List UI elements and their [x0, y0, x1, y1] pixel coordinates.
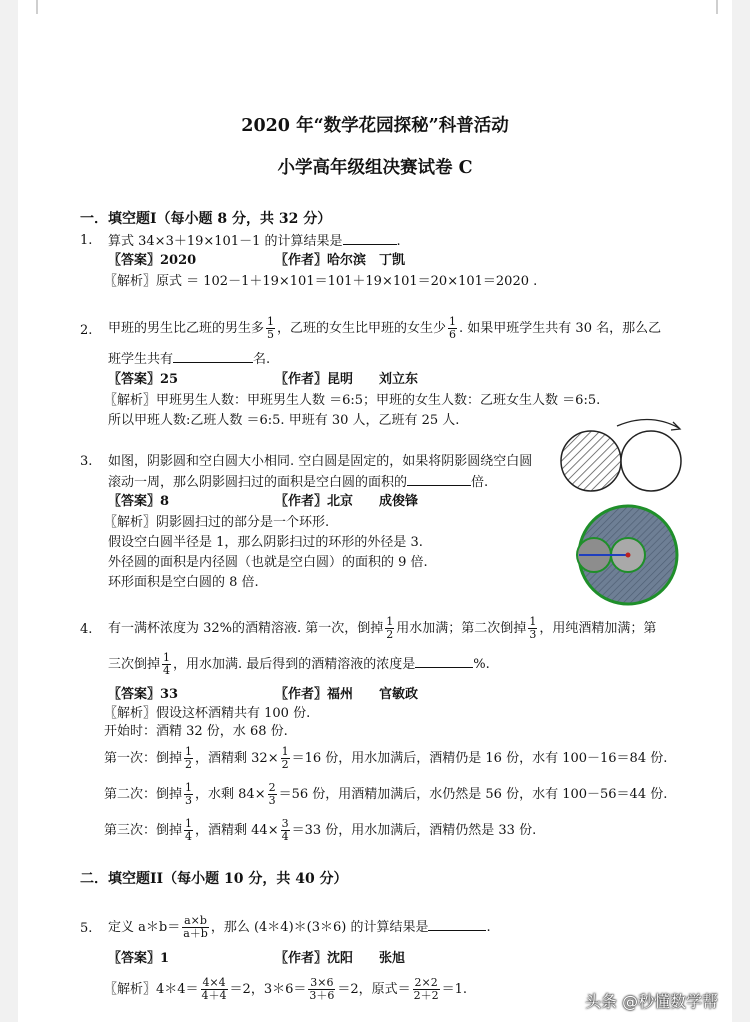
question-5-text: 定义 a＊b＝ $\frac{a\times b}{a+b}$ ，那么 (4＊4)＊(3＊6) 的计算结果是 .: [108, 914, 491, 940]
watermark: 头条 @秒懂数学帮: [585, 992, 719, 1011]
author-label: 〖作者〗哈尔滨 丁凯: [275, 253, 406, 268]
analysis-step-3: 第三次：倒掉 $\frac{1}{4}$ ，酒精剩 44× $\frac{3}{4}$ ＝33 份，用水加满后，酒精仍然是 33 份.: [104, 817, 537, 843]
ring-area-figure: [570, 500, 686, 610]
question-number: 2.: [80, 323, 93, 338]
section-heading-2: 二．填空题II（每小题 10 分，共 40 分）: [80, 871, 348, 887]
question-2-text: 甲班的男生比乙班的男生多 $\frac{1}{5}$ ，乙班的女生比甲班的女生少 $\frac{1}{6}$ . 如果甲班学生共有 30 名，那么乙: [108, 315, 662, 341]
analysis-text: 开始时：酒精 32 份，水 68 份.: [104, 724, 288, 739]
answer-label: 〖答案〗8: [108, 494, 170, 509]
title-line-1: 2020 年“数学花园探秘”科普活动: [241, 116, 509, 136]
title-line-2: 小学高年级组决赛试卷 C: [277, 158, 473, 178]
answer-label: 〖答案〗1: [108, 951, 170, 966]
answer-label: 〖答案〗2020: [108, 253, 197, 268]
analysis-text: 〖解析〗4＊4＝ $\frac{4\times 4}{4+4}$ ＝2，3＊6＝ $\frac{3\times 6}{3+6}$ ＝2，原式＝ $\frac{2\times 2}{2+2}$ ＝1.: [104, 976, 468, 1002]
question-number: 5.: [80, 921, 93, 936]
analysis-text: 外径圆的面积是内径圆（也就是空白圆）的面积的 9 倍.: [108, 555, 428, 570]
question-2-text-line2: 班学生共有 名.: [108, 352, 271, 367]
answer-label: 〖答案〗25: [108, 372, 179, 387]
shaded-circle: [561, 431, 621, 491]
page-edge-mark: [36, 0, 38, 14]
question-3-text: 如图，阴影圆和空白圆大小相同. 空白圆是固定的，如果将阴影圆绕空白圆: [108, 454, 533, 469]
analysis-text: 〖解析〗阴影圆扫过的部分是一个环形.: [104, 515, 330, 530]
analysis-step-2: 第二次：倒掉 $\frac{1}{3}$ ，水剩 84× $\frac{2}{3}$ ＝56 份，用酒精加满后，水仍然是 56 份，水有 100－56＝44 份.: [104, 781, 668, 807]
question-3-text-line2: 滚动一周，那么阴影圆扫过的面积是空白圆的面积的 倍.: [108, 475, 489, 490]
analysis-text: 环形面积是空白圆的 8 倍.: [108, 575, 259, 590]
rolling-circles-figure: [555, 416, 695, 498]
rotation-arrow: [617, 419, 679, 428]
author-label: 〖作者〗北京 成俊锋: [275, 494, 419, 509]
analysis-text: 假设空白圆半径是 1，那么阴影扫过的环形的外径是 3.: [108, 535, 423, 550]
analysis-text: 〖解析〗假设这杯酒精共有 100 份.: [104, 706, 311, 721]
analysis-text: 〖解析〗原式 ＝ 102－1＋19×101＝101＋19×101＝20×101＝2020 .: [104, 274, 538, 289]
answer-label: 〖答案〗33: [108, 687, 179, 702]
question-number: 4.: [80, 622, 93, 637]
question-number: 3.: [80, 454, 93, 469]
author-label: 〖作者〗沈阳 张旭: [275, 951, 406, 966]
analysis-text: 所以甲班人数:乙班人数 ＝6:5. 甲班有 30 人，乙班有 25 人.: [108, 413, 460, 428]
question-number: 1.: [80, 233, 93, 248]
analysis-text: 〖解析〗甲班男生人数：甲班男生人数 ＝6:5；甲班的女生人数：乙班女生人数 ＝6:5.: [104, 393, 601, 408]
question-4-text-line2: 三次倒掉 $\frac{1}{4}$ ，用水加满. 最后得到的酒精溶液的浓度是 %.: [108, 651, 490, 677]
center-point: [626, 553, 631, 558]
section-heading-1: 一．填空题I（每小题 8 分，共 32 分）: [80, 211, 332, 227]
author-label: 〖作者〗昆明 刘立东: [275, 372, 419, 387]
page-edge-mark: [716, 0, 718, 14]
blank-circle: [621, 431, 681, 491]
question-1-text: 算式 34×3＋19×101－1 的计算结果是 .: [108, 234, 401, 249]
question-4-text: 有一满杯浓度为 32%的酒精溶液. 第一次，倒掉 $\frac{1}{2}$ 用水加满；第二次倒掉 $\frac{1}{3}$ ，用纯酒精加满；第: [108, 615, 657, 641]
analysis-step-1: 第一次：倒掉 $\frac{1}{2}$ ，酒精剩 32× $\frac{1}{2}$ ＝16 份，用水加满后，酒精仍是 16 份，水有 100－16＝84 份.: [104, 745, 668, 771]
author-label: 〖作者〗福州 官敏政: [275, 687, 419, 702]
